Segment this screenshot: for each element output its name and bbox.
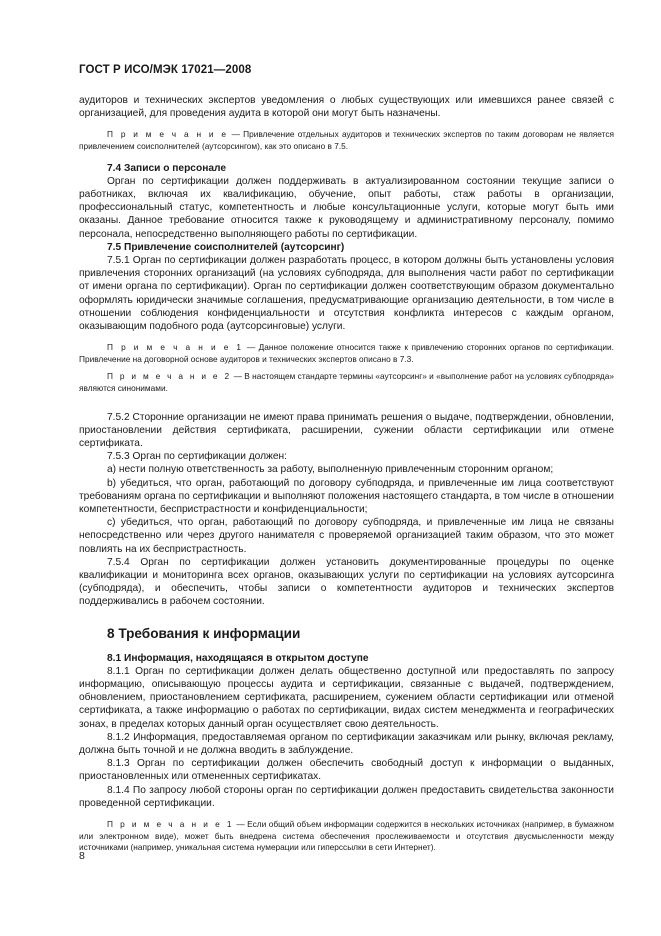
- note-text: — В настоящем стандарте термины «аутсорсинг» и «выполнение работ на условиях субподряда» являются синонимами.: [79, 371, 615, 394]
- list-item-a: a) нести полную ответственность за работу, выполненную привлеченным сторонним органом;: [107, 464, 554, 476]
- note-label: П р и м е ч а н и е 1: [107, 819, 234, 830]
- section-7-4-title: 7.4 Записи о персонале: [107, 162, 227, 174]
- list-item-b: b) убедиться, что орган, работающий по договору субподряда, и привлеченные им лица соответствуют требованиям органа по сертификации и выполняют положения настоящего стандарта, в том числе в отношении компетентности, беспристрастности и конфиденциальности;: [79, 477, 614, 516]
- note-text: — Данное положение относится также к привлечению сторонних органов по сертификации. Привлечение на договорной основе аудиторов и технических экспертов описано в 7.3.: [79, 342, 614, 364]
- clause-7-5-3: 7.5.3 Орган по сертификации должен:: [107, 451, 287, 463]
- clause-8-1-4: 8.1.4 По запросу любой стороны орган по сертификации должен предоставить свидетельства законности проведенной сертификации.: [79, 784, 614, 809]
- document-header: ГОСТ Р ИСО/МЭК 17021—2008: [79, 64, 252, 76]
- note-outsourcing-auditors: [79, 129, 614, 152]
- note-7-5-2: [79, 371, 614, 394]
- paragraph-continuation: аудиторов и технических экспертов уведомления о любых существующих или имевшихся ранее связей с организацией, для проведения аудита в которой они могут быть назначены.: [79, 95, 614, 120]
- note-label: П р и м е ч а н и е: [107, 129, 229, 140]
- clause-7-5-2: 7.5.2 Сторонние организации не имеют права принимать решения о выдаче, подтверждении, обновлении, приостановлении действия сертификата, расширении, сужении области сертификации или отмене сертификата.: [79, 411, 614, 450]
- page-number: 8: [79, 850, 85, 862]
- note-label: П р и м е ч а н и е 2: [107, 371, 232, 382]
- section-8-1-title: 8.1 Информация, находящаяся в открытом доступе: [107, 652, 369, 664]
- clause-7-5-4: 7.5.4 Орган по сертификации должен установить документированные процедуры по оценке квалификации и мониторинга всех органов, оказывающих услуги по сертификации на условиях аутсорсинга (субподряда), и обеспечить, чтобы записи о компетентности аудиторов и технических экспертов поддерживались в рабочем состоянии.: [79, 556, 614, 608]
- section-7-4-paragraph: Орган по сертификации должен поддерживать в актуализированном состоянии текущие записи о работниках, включая их квалификацию, обучение, опыт работы, стаж работы в организации, профессиональный статус, компетентность и любые консультационные услуги, которые могут быть ими оказаны. Данное требование относится также к руководящему и административному персоналу, помимо персонала, непосредственно выполняющего работы по сертификации.: [79, 175, 614, 240]
- note-8-1-4: [79, 819, 614, 854]
- clause-8-1-1: 8.1.1 Орган по сертификации должен делать общественно доступной или предоставлять по запросу информацию, описывающую процессы аудита и сертификации, связанные с выдачей, подтверждением, обновлением, приостановлением сертификата, расширением, сужением области сертификации или отменой сертификата, а также информацию о работах по сертификации, видах систем менеджмента и географических зонах, в пределах которых данный орган осуществляет свою деятельность.: [79, 665, 614, 730]
- clause-8-1-2: 8.1.2 Информация, предоставляемая органом по сертификации заказчикам или рынку, включая рекламу, должна быть точной и не должна вводить в заблуждение.: [79, 731, 614, 757]
- note-label: П р и м е ч а н и е 1: [107, 342, 244, 353]
- section-8-title: 8 Требования к информации: [107, 625, 301, 641]
- note-text: — Привлечение отдельных аудиторов и технических экспертов по таким договорам не является привлечением соисполнителей (аутсорсингом), как это описано в 7.5.: [79, 129, 614, 151]
- list-item-c: c) убедиться, что орган, работающий по договору субподряда, и привлеченные им лица не связаны непосредственно или через другого нанимателя с проверяемой организацией таким образом, что это может повлиять на их беспристрастность.: [79, 517, 614, 555]
- section-7-5-title: 7.5 Привлечение соисполнителей (аутсорсинг): [107, 241, 345, 253]
- note-text: — Если общий объем информации содержится в нескольких источниках (например, в бумажном или электронном виде), может быть внедрена система обеспечения прослеживаемости и отсутствия двусмысленности между источниками (например, уникальная система нумерации или гиперссылки в сети Интернет).: [79, 819, 614, 853]
- clause-7-5-1: 7.5.1 Орган по сертификации должен разработать процесс, в котором должны быть установлены условия привлечения сторонних организаций (на условиях субподряда, для выполнения части работ по сертификации от имени органа по сертификации). Орган по сертификации должен соответствующим образом документально оформлять юридически значимые соглашения, предусматривающие организацию деятельности, в том числе в отношении соблюдения конфиденциальности и отсутствия конфликта интересов с каждым органом, оказывающим подобного рода (аутсорсинговые) услуги.: [79, 255, 614, 333]
- clause-8-1-3: 8.1.3 Орган по сертификации должен обеспечить свободный доступ к информации о выданных, приостановленных или отмененных сертификатах.: [79, 758, 614, 783]
- note-7-5-1: [79, 342, 614, 365]
- document-page: [79, 64, 614, 854]
